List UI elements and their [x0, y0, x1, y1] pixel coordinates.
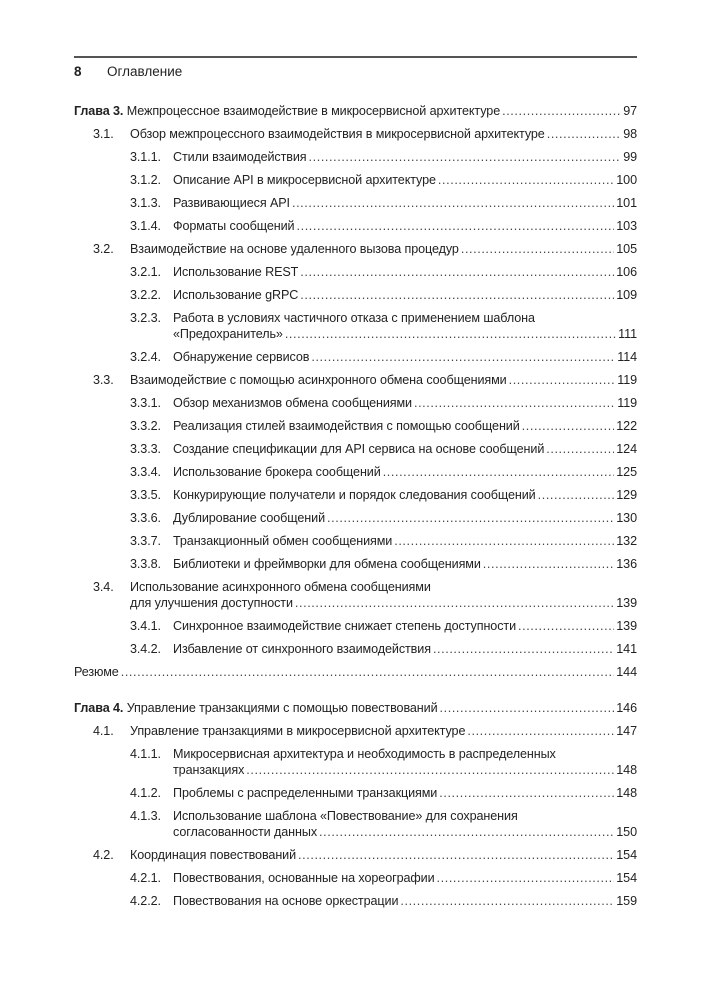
entry-page-number: 105 — [616, 242, 637, 256]
entry-title-text: Взаимодействие с помощью асинхронного обмена сообщениями — [130, 373, 507, 387]
entry-number: 3.4.1. — [130, 619, 161, 633]
dot-leader — [438, 172, 614, 188]
dot-leader — [300, 264, 614, 280]
entry-line — [173, 785, 637, 801]
entry-title — [173, 618, 516, 634]
entry-line — [173, 487, 637, 503]
entry-title-text: Библиотеки и фреймворки для обмена сообщениями — [173, 557, 481, 571]
entry-line — [130, 595, 637, 611]
toc-entry[interactable] — [74, 418, 637, 434]
entry-title — [74, 103, 500, 119]
entry-number: 3.2.3. — [130, 311, 161, 325]
table-of-contents — [74, 103, 637, 916]
dot-leader — [319, 824, 614, 840]
dot-leader — [461, 241, 614, 257]
entry-page-number: 111 — [618, 327, 637, 341]
entry-line — [130, 372, 637, 388]
entry-title-text: Стили взаимодействия — [173, 150, 307, 164]
entry-title-text: Использование асинхронного обмена сообщениями — [130, 580, 431, 594]
entry-number: 4.1. — [93, 724, 114, 738]
entry-title — [173, 418, 520, 434]
dot-leader — [509, 372, 616, 388]
toc-entry[interactable] — [74, 723, 637, 739]
dot-leader — [394, 533, 614, 549]
toc-entry[interactable] — [74, 395, 637, 411]
dot-leader — [547, 126, 621, 142]
dot-leader — [121, 664, 615, 680]
entry-line — [173, 808, 637, 824]
toc-entry[interactable] — [74, 641, 637, 657]
entry-number: 4.2.1. — [130, 871, 161, 885]
entry-title-text: Описание API в микросервисной архитектуре — [173, 173, 436, 187]
toc-entry[interactable] — [74, 579, 637, 611]
header-rule — [74, 56, 637, 58]
entry-title-text: Управление транзакциями в микросервисной архитектуре — [130, 724, 466, 738]
entry-line — [173, 762, 637, 778]
entry-title-text: согласованности данных — [173, 825, 318, 839]
entry-line — [173, 510, 637, 526]
dot-leader — [383, 464, 615, 480]
entry-title-text: Использование шаблона «Повествование» для сохранения — [173, 809, 518, 823]
entry-page-number: 139 — [616, 619, 637, 633]
toc-entry[interactable] — [74, 349, 637, 365]
toc-entry[interactable] — [74, 372, 637, 388]
dot-leader — [433, 641, 614, 657]
entry-page-number: 97 — [623, 104, 637, 118]
entry-title-text: Транзакционный обмен сообщениями — [173, 534, 393, 548]
dot-leader — [483, 556, 614, 572]
entry-line — [173, 746, 637, 762]
entry-number: 3.2.2. — [130, 288, 161, 302]
entry-title-text: «Предохранитель» — [173, 327, 283, 341]
entry-title — [173, 311, 535, 325]
entry-page-number: 144 — [616, 665, 637, 679]
entry-title-text: Развивающиеся API — [173, 196, 290, 210]
entry-page-number: 150 — [616, 825, 637, 839]
entry-number: 3.3.1. — [130, 396, 161, 410]
entry-title-text: Создание спецификации для API сервиса на основе сообщений — [173, 442, 545, 456]
entry-title — [130, 595, 293, 611]
entry-page-number: 101 — [616, 196, 637, 210]
entry-line — [130, 241, 637, 257]
dot-leader — [311, 349, 615, 365]
toc-entry[interactable] — [74, 218, 637, 234]
entry-number: 4.1.2. — [130, 786, 161, 800]
entry-number: 3.3.8. — [130, 557, 161, 571]
entry-title-text: Обзор межпроцессного взаимодействия в микросервисной архитектуре — [130, 127, 545, 141]
entry-number: 3.4. — [93, 580, 114, 594]
toc-entry[interactable] — [74, 149, 637, 165]
entry-line — [173, 310, 637, 326]
entry-page-number: 119 — [617, 373, 637, 387]
entry-title-text: транзакциях — [173, 763, 245, 777]
entry-page-number: 109 — [616, 288, 637, 302]
entry-title — [173, 464, 381, 480]
entry-number: 3.2. — [93, 242, 114, 256]
entry-title-text: Межпроцессное взаимодействие в микросервисной архитектуре — [126, 104, 501, 118]
entry-title — [173, 172, 436, 188]
dot-leader — [440, 700, 615, 716]
entry-line — [74, 103, 637, 119]
dot-leader — [298, 847, 614, 863]
entry-page-number: 148 — [616, 763, 637, 777]
entry-title — [173, 510, 325, 526]
entry-title-text: Повествования, основанные на хореографии — [173, 871, 435, 885]
entry-page-number: 119 — [617, 396, 637, 410]
entry-title-text: Координация повествований — [130, 848, 297, 862]
entry-title — [130, 723, 465, 739]
dot-leader — [309, 149, 622, 165]
entry-title — [173, 195, 290, 211]
toc-entry[interactable] — [74, 870, 637, 886]
entry-title — [173, 264, 298, 280]
entry-number: 4.2. — [93, 848, 114, 862]
entry-line — [173, 464, 637, 480]
entry-title — [173, 824, 317, 840]
entry-line — [173, 641, 637, 657]
entry-title-text: Использование REST — [173, 265, 299, 279]
toc-entry[interactable] — [74, 700, 637, 716]
entry-title — [173, 556, 481, 572]
toc-entry[interactable] — [74, 664, 637, 680]
entry-page-number: 99 — [623, 150, 637, 164]
entry-page-number: 159 — [616, 894, 637, 908]
entry-number: 3.3.5. — [130, 488, 161, 502]
toc-entry[interactable] — [74, 746, 637, 778]
entry-title — [173, 487, 536, 503]
entry-title — [173, 870, 435, 886]
entry-number: 3.3.3. — [130, 442, 161, 456]
running-title: Оглавление — [107, 64, 183, 79]
dot-leader — [285, 326, 616, 342]
entry-title-text: Реализация стилей взаимодействия с помощью сообщений — [173, 419, 520, 433]
entry-page-number: 100 — [616, 173, 637, 187]
dot-leader — [400, 893, 614, 909]
entry-line — [173, 349, 637, 365]
entry-number: 3.1. — [93, 127, 114, 141]
entry-title — [130, 241, 459, 257]
entry-title-text: Обзор механизмов обмена сообщениями — [173, 396, 412, 410]
entry-title — [173, 395, 412, 411]
entry-title-text: Взаимодействие на основе удаленного вызова процедур — [130, 242, 459, 256]
entry-title — [130, 126, 545, 142]
dot-leader — [439, 785, 614, 801]
entry-line — [173, 149, 637, 165]
entry-title — [173, 441, 544, 457]
entry-line — [173, 533, 637, 549]
entry-title — [130, 372, 507, 388]
toc-entry[interactable] — [74, 556, 637, 572]
entry-line — [130, 723, 637, 739]
entry-title — [173, 326, 283, 342]
toc-entry[interactable] — [74, 441, 637, 457]
entry-title — [173, 218, 295, 234]
dot-leader — [522, 418, 615, 434]
entry-page-number: 98 — [623, 127, 637, 141]
toc-entry[interactable] — [74, 103, 637, 119]
entry-line — [173, 287, 637, 303]
entry-title-text: Конкурирующие получатели и порядок следования сообщений — [173, 488, 536, 502]
entry-line — [173, 870, 637, 886]
toc-entry[interactable] — [74, 310, 637, 342]
entry-page-number: 147 — [616, 724, 637, 738]
toc-entry[interactable] — [74, 487, 637, 503]
entry-page-number: 129 — [616, 488, 637, 502]
entry-number: 3.3.4. — [130, 465, 161, 479]
dot-leader — [295, 595, 614, 611]
entry-title-text: Резюме — [74, 665, 119, 679]
toc-entry[interactable] — [74, 510, 637, 526]
entry-number: 3.3.2. — [130, 419, 161, 433]
toc-entry[interactable] — [74, 172, 637, 188]
entry-line — [173, 824, 637, 840]
entry-title-text: Использование gRPC — [173, 288, 299, 302]
entry-page-number: 114 — [617, 350, 637, 364]
dot-leader — [518, 618, 614, 634]
entry-title-text: Избавление от синхронного взаимодействия — [173, 642, 431, 656]
dot-leader — [246, 762, 614, 778]
entry-line — [173, 441, 637, 457]
toc-entry[interactable] — [74, 847, 637, 863]
entry-line — [74, 700, 637, 716]
entry-title — [173, 762, 244, 778]
entry-number: 3.3.6. — [130, 511, 161, 525]
entry-title — [173, 785, 437, 801]
entry-page-number: 136 — [616, 557, 637, 571]
entry-number: 4.1.1. — [130, 747, 161, 761]
entry-page-number: 103 — [616, 219, 637, 233]
entry-number: 4.1.3. — [130, 809, 161, 823]
entry-title-text: Обнаружение сервисов — [173, 350, 310, 364]
toc-entry[interactable] — [74, 785, 637, 801]
entry-line — [173, 195, 637, 211]
entry-line — [173, 618, 637, 634]
entry-number: 4.2.2. — [130, 894, 161, 908]
dot-leader — [546, 441, 614, 457]
dot-leader — [414, 395, 615, 411]
entry-line — [173, 172, 637, 188]
entry-number: 3.3. — [93, 373, 114, 387]
entry-title-text: Использование брокера сообщений — [173, 465, 381, 479]
entry-line — [130, 126, 637, 142]
entry-line — [173, 556, 637, 572]
entry-line — [173, 218, 637, 234]
toc-entry[interactable] — [74, 241, 637, 257]
entry-number: 3.1.4. — [130, 219, 161, 233]
entry-page-number: 130 — [616, 511, 637, 525]
entry-title — [173, 641, 431, 657]
entry-title — [130, 580, 431, 594]
entry-title-text: Форматы сообщений — [173, 219, 295, 233]
toc-entry[interactable] — [74, 287, 637, 303]
toc-entry[interactable] — [74, 126, 637, 142]
toc-entry[interactable] — [74, 464, 637, 480]
entry-number: 3.2.1. — [130, 265, 161, 279]
entry-page-number: 124 — [616, 442, 637, 456]
dot-leader — [502, 103, 621, 119]
toc-entry[interactable] — [74, 893, 637, 909]
entry-number: 3.3.7. — [130, 534, 161, 548]
toc-entry[interactable] — [74, 533, 637, 549]
dot-leader — [538, 487, 615, 503]
entry-page-number: 146 — [616, 701, 637, 715]
entry-title — [74, 700, 438, 716]
toc-entry[interactable] — [74, 264, 637, 280]
entry-page-number: 122 — [616, 419, 637, 433]
chapter-label: Глава 3. — [74, 104, 124, 118]
entry-page-number: 154 — [616, 871, 637, 885]
entry-page-number: 148 — [616, 786, 637, 800]
entry-title-text: Повествования на основе оркестрации — [173, 894, 399, 908]
dot-leader — [467, 723, 614, 739]
entry-line — [173, 326, 637, 342]
entry-number: 3.1.2. — [130, 173, 161, 187]
entry-line — [173, 418, 637, 434]
entry-page-number: 125 — [616, 465, 637, 479]
entry-title — [173, 349, 309, 365]
entry-number: 3.4.2. — [130, 642, 161, 656]
toc-entry[interactable] — [74, 195, 637, 211]
entry-title — [173, 149, 307, 165]
dot-leader — [300, 287, 614, 303]
entry-title — [173, 893, 398, 909]
entry-page-number: 106 — [616, 265, 637, 279]
entry-title-text: Синхронное взаимодействие снижает степень доступности — [173, 619, 517, 633]
dot-leader — [292, 195, 614, 211]
entry-title — [173, 747, 556, 761]
entry-line — [173, 264, 637, 280]
toc-entry[interactable] — [74, 808, 637, 840]
dot-leader — [297, 218, 615, 234]
entry-title — [173, 809, 518, 823]
page-number: 8 — [74, 64, 82, 79]
entry-line — [130, 847, 637, 863]
entry-number: 3.2.4. — [130, 350, 161, 364]
dot-leader — [327, 510, 614, 526]
entry-number: 3.1.1. — [130, 150, 161, 164]
entry-line — [173, 395, 637, 411]
entry-title — [173, 533, 392, 549]
entry-title — [130, 847, 296, 863]
entry-title — [173, 287, 298, 303]
entry-page-number: 139 — [616, 596, 637, 610]
entry-title-text: Проблемы с распределенными транзакциями — [173, 786, 438, 800]
entry-title — [74, 664, 119, 680]
entry-title-text: для улучшения доступности — [130, 596, 293, 610]
entry-number: 3.1.3. — [130, 196, 161, 210]
entry-page-number: 141 — [616, 642, 637, 656]
chapter-label: Глава 4. — [74, 701, 124, 715]
entry-line — [173, 893, 637, 909]
entry-page-number: 132 — [616, 534, 637, 548]
entry-line — [130, 579, 637, 595]
entry-title-text: Микросервисная архитектура и необходимость в распределенных — [173, 747, 556, 761]
toc-entry[interactable] — [74, 618, 637, 634]
dot-leader — [437, 870, 615, 886]
entry-line — [74, 664, 637, 680]
entry-title-text: Работа в условиях частичного отказа с применением шаблона — [173, 311, 535, 325]
entry-title-text: Дублирование сообщений — [173, 511, 326, 525]
entry-page-number: 154 — [616, 848, 637, 862]
entry-title-text: Управление транзакциями с помощью повествований — [126, 701, 438, 715]
